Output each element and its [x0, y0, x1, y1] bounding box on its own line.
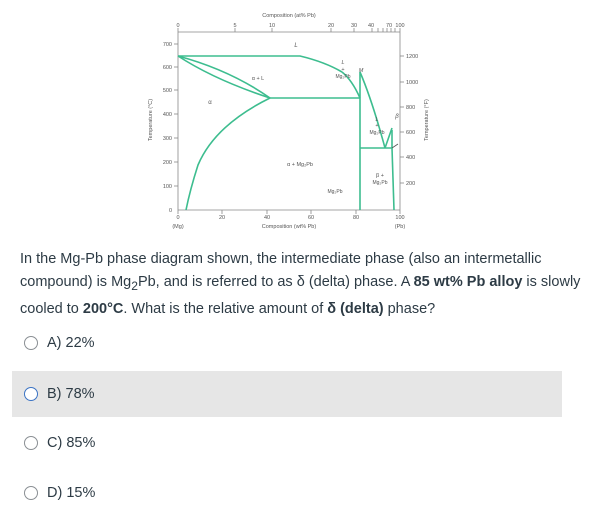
- question-text: [20, 248, 595, 321]
- label-mg2pb: Mg₂Pb: [327, 189, 343, 195]
- answer-option-c[interactable]: [12, 420, 562, 466]
- bottom-tick-label-0: 0: [176, 215, 180, 221]
- right-tick-marks: [400, 56, 404, 183]
- radio-button-c[interactable]: [24, 436, 38, 450]
- bottom-tick-marks: [178, 210, 400, 214]
- left-axis-title: Temperature (°C): [148, 98, 154, 142]
- label-alpha: α: [208, 100, 212, 106]
- bottom-tick-label-80: 80: [352, 215, 360, 221]
- radio-button-d[interactable]: [24, 486, 38, 500]
- top-tick-label-20: 20: [327, 23, 335, 29]
- top-tick-label-70: 70: [385, 23, 393, 29]
- answer-option-a[interactable]: [12, 320, 562, 366]
- left-tick-label-200: 200: [162, 160, 172, 166]
- left-tick-label-300: 300: [162, 136, 172, 142]
- label-beta-mg2pb-comp: Mg₂Pb: [372, 180, 388, 186]
- bottom-right-label: (Pb): [394, 224, 406, 230]
- question-part-4: . What is the relative amount of: [123, 300, 328, 317]
- radio-button-a[interactable]: [24, 336, 38, 350]
- right-tick-label-400: 400: [406, 155, 416, 161]
- label-liquid-mg2pb-plus: +: [341, 67, 345, 73]
- question-part-3: is slowly cooled to: [20, 274, 581, 317]
- question-part-5: phase?: [383, 300, 436, 317]
- right-tick-label-1200: 1200: [406, 54, 419, 60]
- label-m: M: [358, 68, 364, 74]
- question-temperature-bold: 200°C: [82, 300, 124, 317]
- right-tick-label-200: 200: [406, 181, 416, 187]
- top-tick-marks: [178, 28, 400, 32]
- answer-option-d-label: D) 15%: [47, 485, 96, 501]
- phase-boundaries: [178, 56, 394, 210]
- question-part-1: In the Mg-Pb phase diagram shown, the intermediate phase (also an intermetallic compound) is Mg: [20, 251, 542, 290]
- bottom-axis-title: Composition (wt% Pb): [261, 224, 317, 230]
- question-subscript: 2: [131, 278, 138, 293]
- top-axis-title: Composition (at% Pb): [262, 13, 316, 19]
- label-alpha-mg2pb: α + Mg₂Pb: [287, 162, 313, 168]
- label-liquid: L: [294, 43, 298, 49]
- beta-liquidus: [385, 128, 392, 148]
- radio-button-b[interactable]: [24, 387, 38, 401]
- top-tick-label-40: 40: [367, 23, 375, 29]
- answer-option-c-label: C) 85%: [47, 435, 96, 451]
- left-tick-label-600: 600: [162, 65, 172, 71]
- top-tick-label-10: 10: [268, 23, 276, 29]
- liquidus-right: [360, 72, 385, 148]
- top-tick-label-30: 30: [350, 23, 358, 29]
- label-liquid-mg2pb-comp: Mg₂Pb: [335, 74, 351, 80]
- label-right-l: L: [375, 117, 379, 123]
- right-tick-label-600: 600: [406, 130, 416, 136]
- label-alpha-liquid: α + L: [251, 76, 265, 82]
- bottom-tick-label-20: 20: [218, 215, 226, 221]
- right-axis-title: Temperature (°F): [424, 99, 430, 141]
- left-tick-marks: [174, 44, 178, 186]
- top-tick-label-0: 0: [176, 23, 180, 29]
- beta-solvus: [392, 148, 394, 210]
- label-right-plus: +: [375, 123, 379, 129]
- left-tick-label-0: 0: [168, 208, 172, 214]
- bottom-tick-label-60: 60: [307, 215, 315, 221]
- bottom-tick-label-40: 40: [263, 215, 271, 221]
- label-beta: β: [395, 114, 399, 120]
- left-tick-label-500: 500: [162, 88, 172, 94]
- label-right-comp: Mg₂Pb: [369, 130, 385, 136]
- bottom-tick-label-100: 100: [395, 215, 405, 221]
- marker-line: [392, 144, 398, 148]
- solvus-left: [186, 98, 270, 210]
- left-tick-label-100: 100: [162, 184, 172, 190]
- right-tick-label-800: 800: [406, 105, 416, 111]
- axis-frame: [178, 32, 400, 210]
- label-liquid-mg2pb-l: L: [341, 60, 345, 66]
- question-alloy-bold: 85 wt% Pb alloy: [413, 274, 523, 290]
- mg-pb-phase-diagram: [0, 0, 613, 240]
- answer-option-b-label: B) 78%: [47, 386, 95, 402]
- label-beta-mg2pb-beta: β +: [376, 173, 384, 179]
- left-tick-label-400: 400: [162, 112, 172, 118]
- question-part-2: Pb, and is referred to as δ (delta) phase. A: [137, 274, 414, 290]
- top-tick-label-100: 100: [395, 23, 405, 29]
- question-delta-bold: δ (delta): [327, 300, 384, 317]
- top-tick-label-5: 5: [233, 23, 237, 29]
- answer-option-b[interactable]: [12, 371, 562, 417]
- answer-option-a-label: A) 22%: [47, 335, 95, 351]
- answer-option-d[interactable]: [12, 470, 562, 516]
- bottom-left-label: (Mg): [172, 224, 184, 230]
- right-tick-label-1000: 1000: [406, 80, 419, 86]
- left-tick-label-700: 700: [162, 42, 172, 48]
